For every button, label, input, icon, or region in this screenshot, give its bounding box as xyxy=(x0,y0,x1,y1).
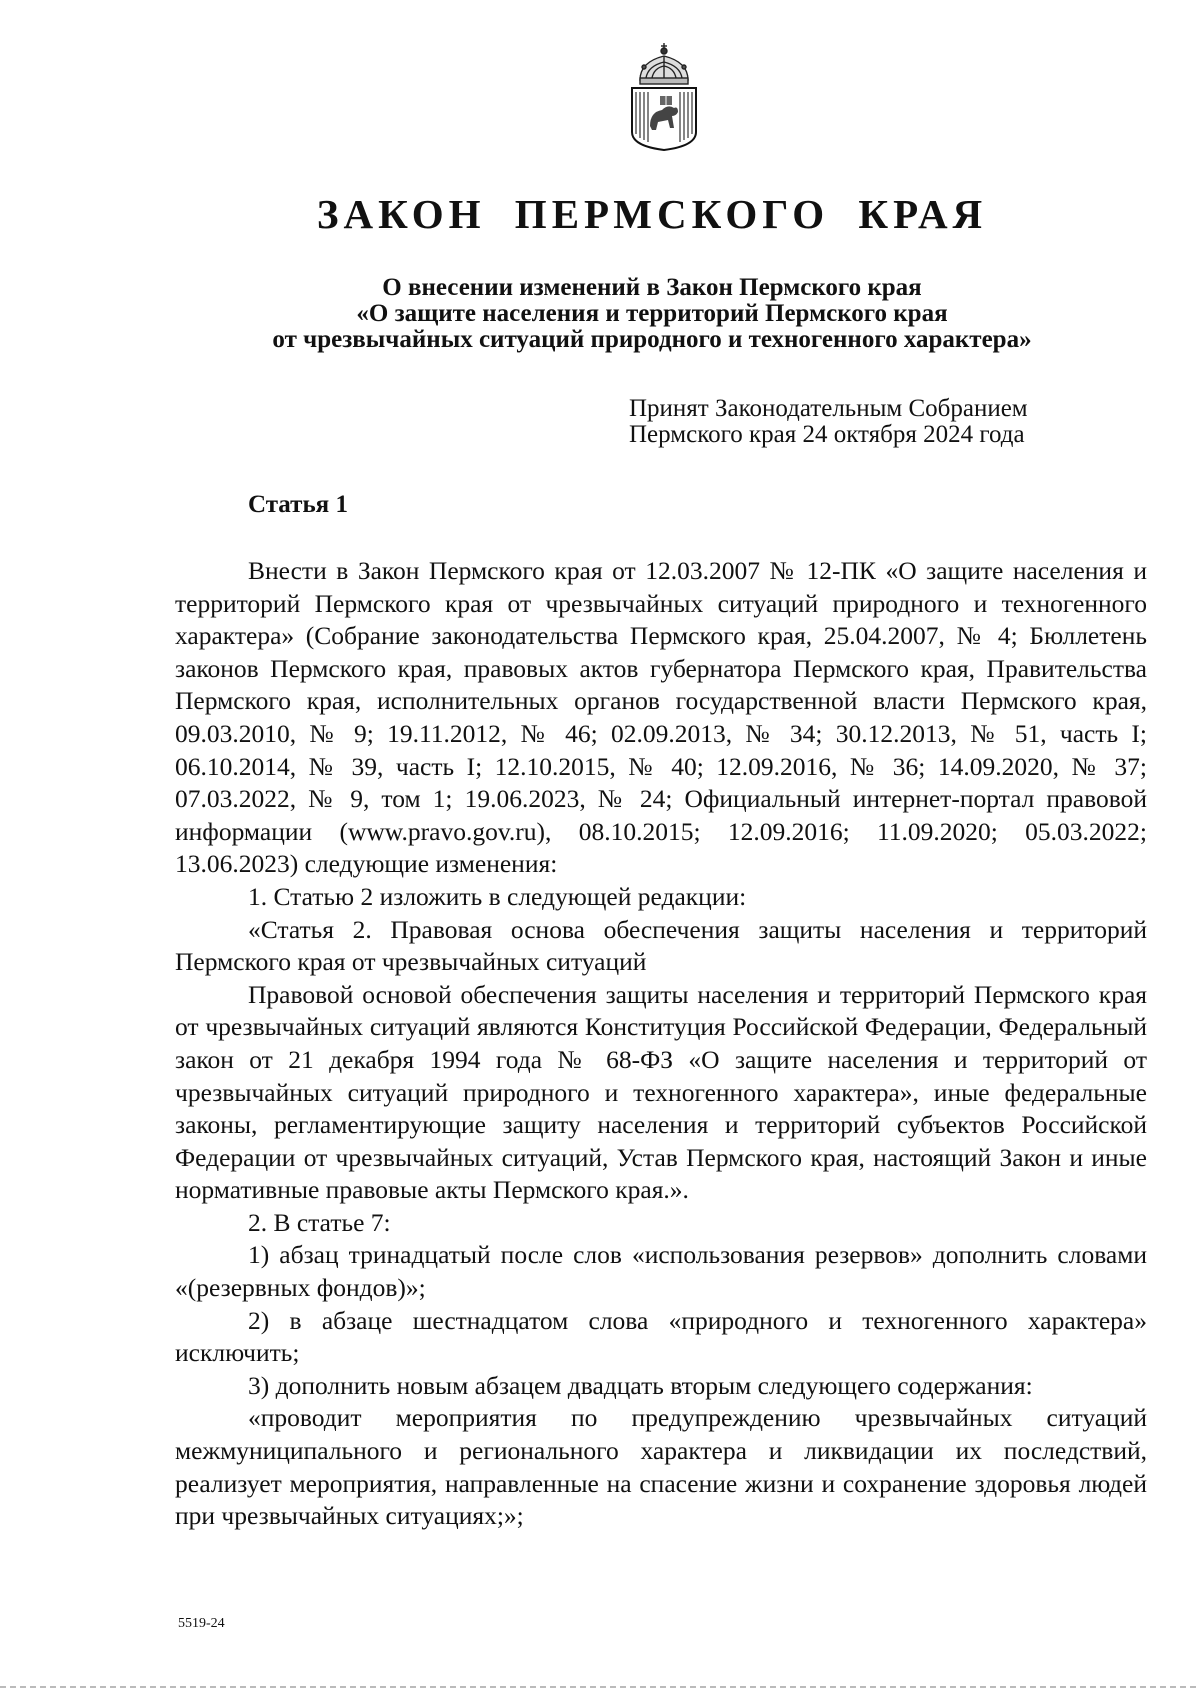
law-subtitle xyxy=(0,275,1200,353)
paragraph: Внести в Закон Пермского края от 12.03.2007 № 12-ПК «О защите населения и территорий Пермского края от чрезвычайных ситуаций природного и техногенного характера» (Собрание законодательства Пермского края, 25.04.2007, № 4; Бюллетень законов Пермского края, правовых актов губернатора Пермского края, Правительства Пермского края, исполнительных органов государственной власти Пермского края, 09.03.2010, № 9; 19.11.2012, № 46; 02.09.2013, № 34; 30.12.2013, № 51, часть I; 06.10.2014, № 39, часть I; 12.10.2015, № 40; 12.09.2016, № 36; 14.09.2020, № 37; 07.03.2022, № 9, том 1; 19.06.2023, № 24; Официальный интернет-портал правовой информации (www.pravo.gov.ru), 08.10.2015; 12.09.2016; 11.09.2020; 05.03.2022; 13.06.2023) следующие изменения: xyxy=(175,556,1147,879)
paragraph: «Статья 2. Правовая основа обеспечения защиты населения и территорий Пермского края от чрезвычайных ситуаций xyxy=(175,914,1147,977)
subtitle-line: О внесении изменений в Закон Пермского края xyxy=(382,274,922,301)
paragraph: «проводит мероприятия по предупреждению чрезвычайных ситуаций межмуниципального и регионального характера и ликвидации их последствий, реализует мероприятия, направленные на спасение жизни и сохранение здоровья людей при чрезвычайных ситуациях;»; xyxy=(175,1403,1147,1531)
subtitle-line: от чрезвычайных ситуаций природного и техногенного характера» xyxy=(272,326,1032,353)
paragraph: 2) в абзаце шестнадцатом слова «природного и техногенного характера» исключить; xyxy=(175,1305,1147,1368)
paragraph: Правовой основой обеспечения защиты населения и территорий Пермского края от чрезвычайных ситуаций являются Конституция Российской Федерации, Федеральный закон от 21 декабря 1994 года № 68-ФЗ «О защите населения и территорий от чрезвычайных ситуаций природного и техногенного характера», иные федеральные законы, регламентирующие защиту населения и территорий субъектов Российской Федерации от чрезвычайных ситуаций, Устав Пермского края, настоящий Закон и иные нормативные правовые акты Пермского края.». xyxy=(175,979,1147,1205)
paragraph: 1. Статью 2 изложить в следующей редакции: xyxy=(248,881,747,911)
law-title: ЗАКОН ПЕРМСКОГО КРАЯ xyxy=(316,191,988,237)
article-heading: Статья 1 xyxy=(248,491,348,518)
paragraph: 3) дополнить новым абзацем двадцать вторым следующего содержания: xyxy=(248,1370,1033,1400)
adoption-note xyxy=(629,396,1028,448)
subtitle-line: «О защите населения и территорий Пермского края xyxy=(356,300,948,327)
scan-edge-divider xyxy=(0,1686,1200,1688)
article-body xyxy=(175,555,1147,1533)
adoption-line: Принят Законодательным Собранием xyxy=(629,395,1028,422)
adoption-line: Пермского края 24 октября 2024 года xyxy=(629,421,1025,448)
paragraph: 1) абзац тринадцатый после слов «использования резервов» дополнить словами «(резервных фондов)»; xyxy=(175,1240,1147,1303)
coat-of-arms-emblem-icon xyxy=(626,40,702,152)
paragraph: 2. В статье 7: xyxy=(248,1207,391,1237)
document-number: 5519-24 xyxy=(178,1616,225,1631)
